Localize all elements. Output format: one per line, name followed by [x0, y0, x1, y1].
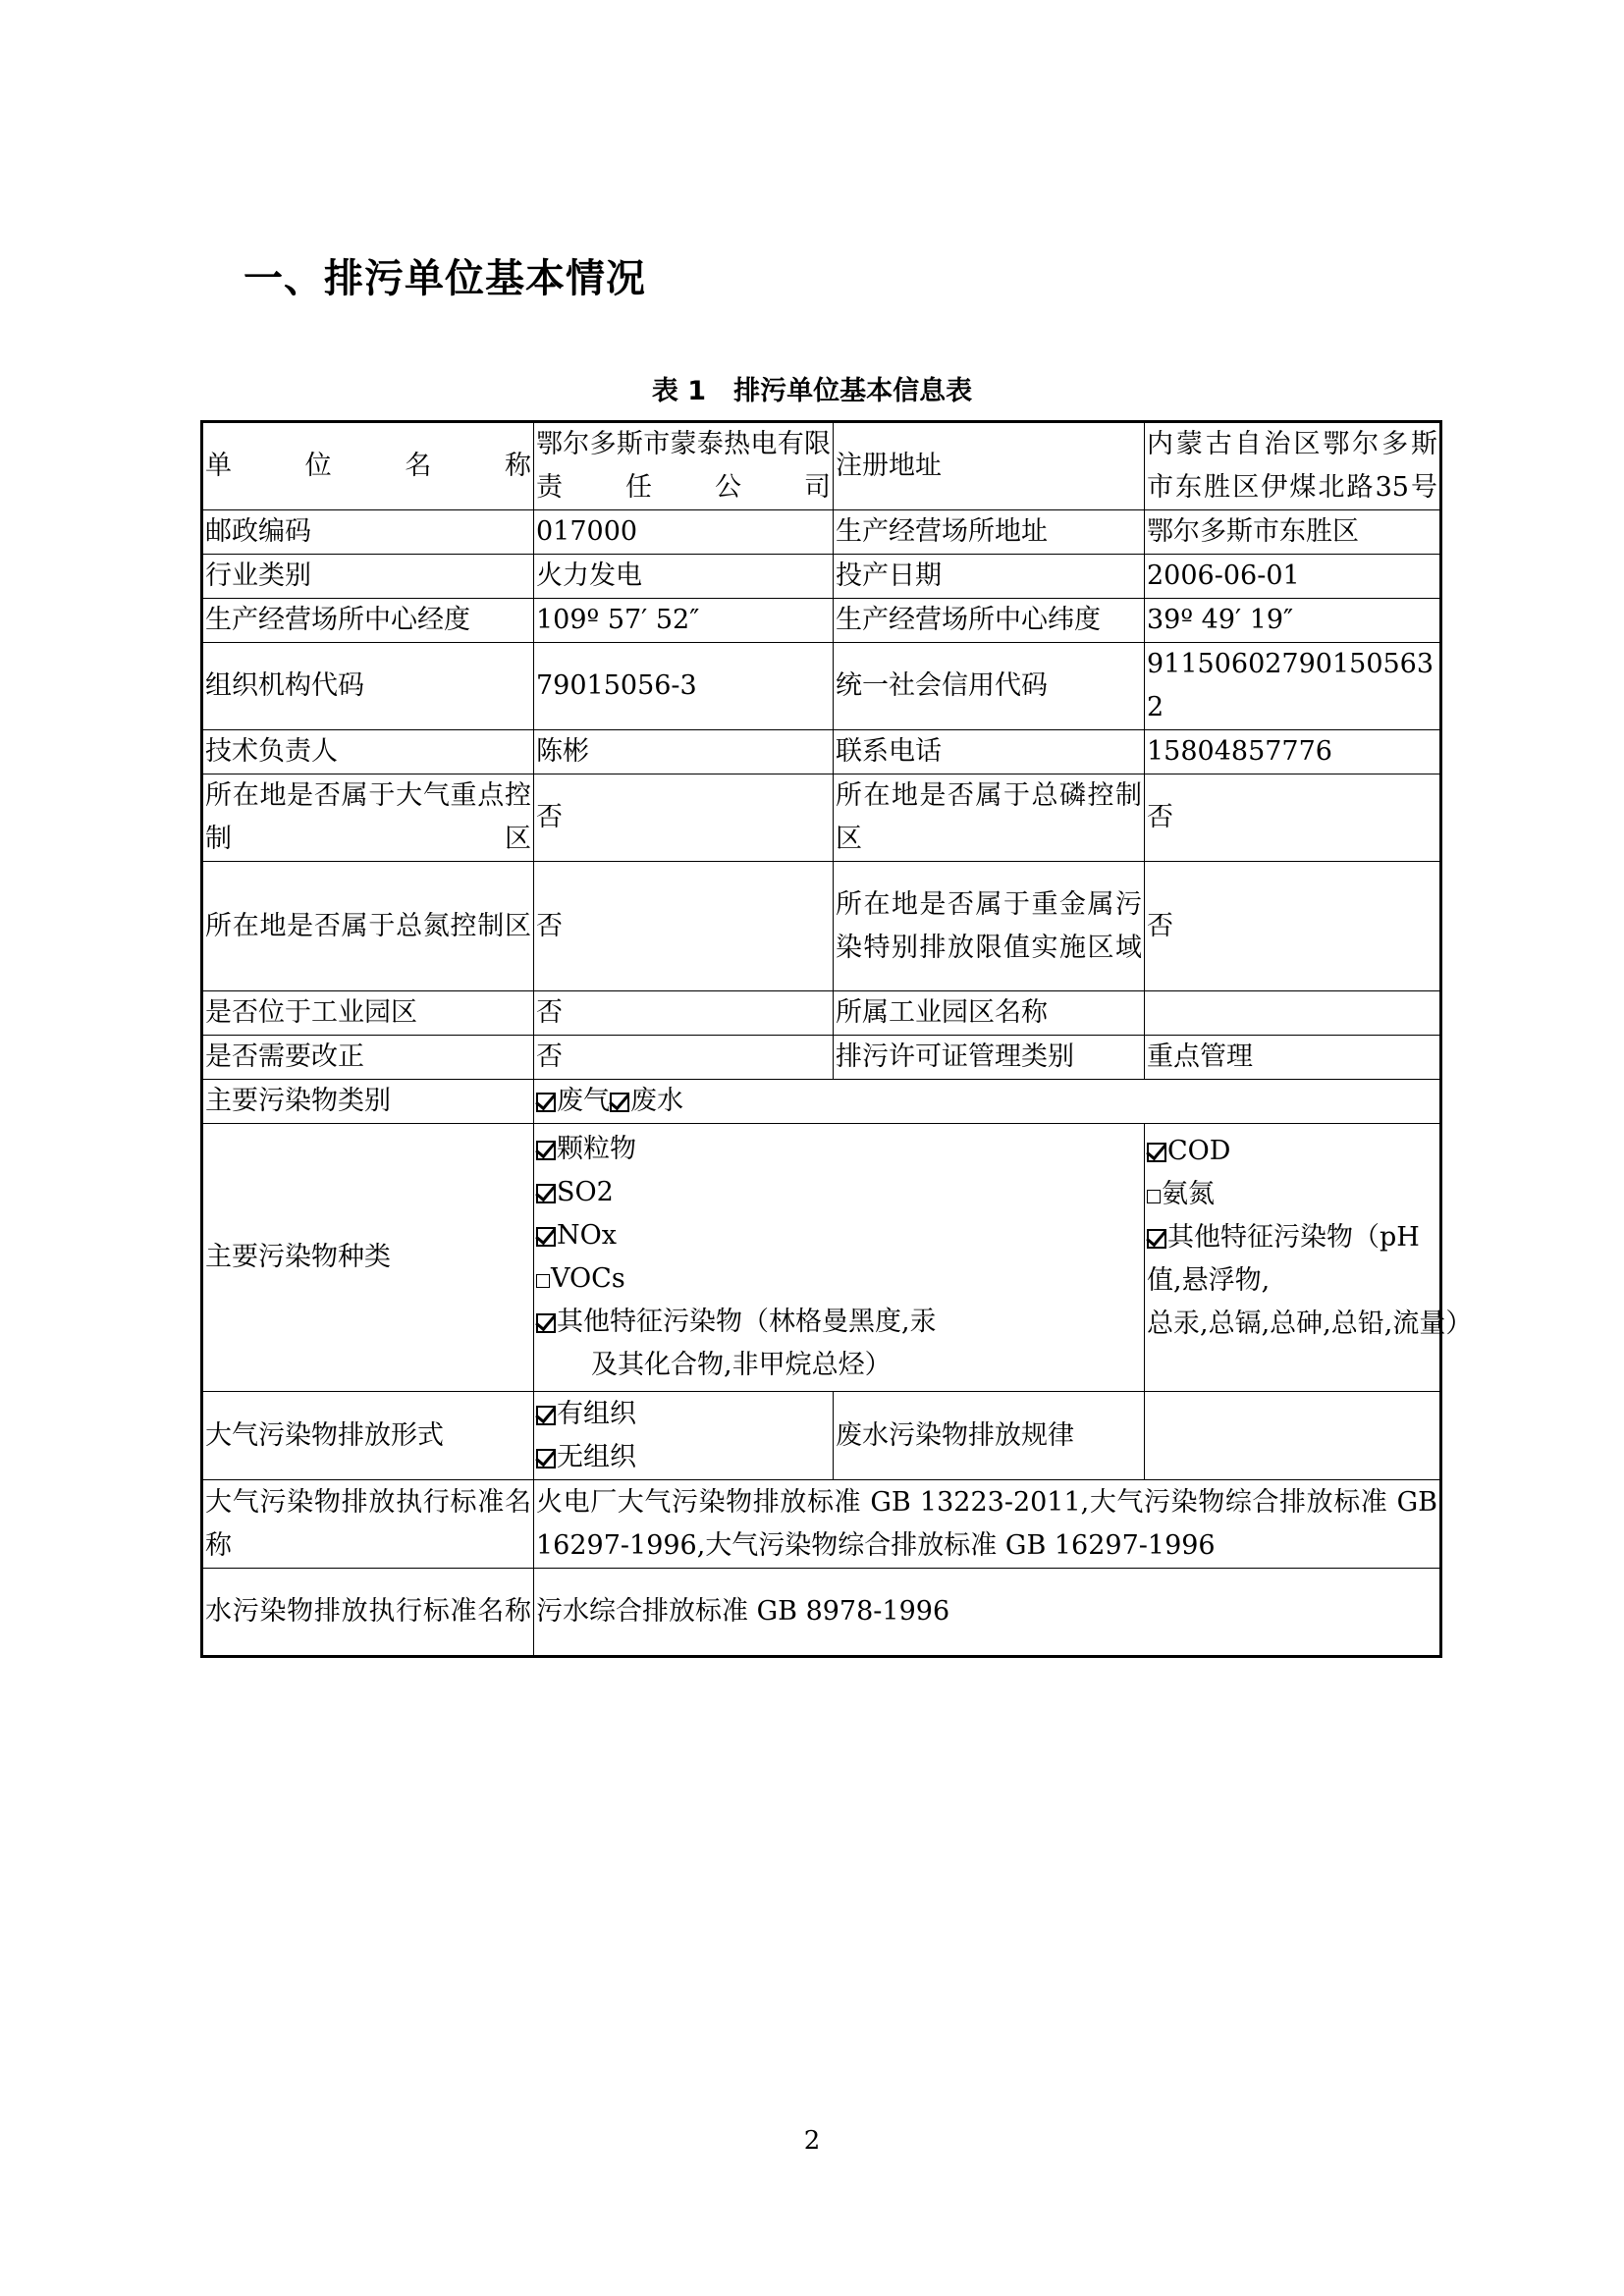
checkbox-unchecked-icon [536, 1274, 550, 1288]
air-emission-form-label: 大气污染物排放形式 [202, 1392, 534, 1480]
water-pollutant-text: COD [1167, 1136, 1231, 1166]
checkbox-checked-icon [610, 1093, 629, 1112]
water-pollutant-text: 氨氮 [1162, 1179, 1215, 1209]
start-date-value: 2006-06-01 [1145, 555, 1441, 599]
credit-code-value: 911506027901505632 [1145, 643, 1441, 730]
longitude-label: 生产经营场所中心经度 [202, 599, 534, 643]
site-address-value: 鄂尔多斯市东胜区 [1145, 510, 1441, 555]
water-emission-pattern-value [1145, 1392, 1441, 1480]
pollutant-category-item: 废水 [630, 1086, 683, 1116]
nitrogen-zone-value: 否 [534, 862, 834, 991]
tech-lead-value: 陈彬 [534, 730, 834, 774]
water-standard-label: 水污染物排放执行标准名称 [202, 1569, 534, 1657]
checkbox-checked-icon [536, 1449, 556, 1468]
table-row [202, 1569, 1441, 1657]
org-code-value: 79015056-3 [534, 643, 834, 730]
checkbox-checked-icon [536, 1227, 556, 1247]
air-pollutant-text: SO2 [557, 1177, 614, 1207]
table-row [202, 422, 1441, 510]
air-pollutant-item [536, 1128, 1142, 1171]
table-row [202, 1392, 1441, 1480]
table-row [202, 862, 1441, 991]
table-row [202, 599, 1441, 643]
need-rectify-value: 否 [534, 1036, 834, 1080]
checkbox-checked-icon [1147, 1143, 1166, 1162]
emission-form-item [536, 1436, 831, 1479]
nitrogen-zone-label: 所在地是否属于总氮控制区 [202, 862, 534, 991]
postcode-label: 邮政编码 [202, 510, 534, 555]
air-pollutant-item [536, 1171, 1142, 1214]
industrial-park-value: 否 [534, 991, 834, 1036]
water-standard-value: 污水综合排放标准 GB 8978-1996 [534, 1569, 1441, 1657]
reg-address-value: 内蒙古自治区鄂尔多斯市东胜区伊煤北路35号 [1145, 422, 1441, 510]
water-pollutant-item [1147, 1130, 1437, 1173]
section-heading: 一、排污单位基本情况 [244, 256, 646, 301]
table-row [202, 1036, 1441, 1080]
phosphorus-zone-label: 所在地是否属于总磷控制区 [834, 774, 1145, 862]
water-pollutant-continuation: 总汞,总镉,总砷,总铅,流量） [1147, 1308, 1473, 1339]
park-name-value [1145, 991, 1441, 1036]
checkbox-checked-icon [536, 1406, 556, 1425]
phone-value: 15804857776 [1145, 730, 1441, 774]
table-row [202, 774, 1441, 862]
checkbox-checked-icon [536, 1184, 556, 1203]
industrial-park-label: 是否位于工业园区 [202, 991, 534, 1036]
table-row [202, 1124, 1441, 1392]
latitude-label: 生产经营场所中心纬度 [834, 599, 1145, 643]
heavy-metal-zone-label: 所在地是否属于重金属污染特别排放限值实施区域 [834, 862, 1145, 991]
air-pollutant-text: VOCs [551, 1263, 625, 1294]
need-rectify-label: 是否需要改正 [202, 1036, 534, 1080]
air-standard-value: 火电厂大气污染物排放标准 GB 13223-2011,大气污染物综合排放标准 GB16297-1996,大气污染物综合排放标准 GB 16297-1996 [534, 1480, 1441, 1569]
emission-form-text: 有组织 [557, 1398, 636, 1429]
checkbox-checked-icon [1147, 1229, 1166, 1249]
air-pollutant-continuation: 及其化合物,非甲烷总烃） [591, 1350, 892, 1380]
emission-form-item [536, 1393, 831, 1436]
table-caption-label: 表 1 [651, 376, 707, 406]
permit-category-label: 排污许可证管理类别 [834, 1036, 1145, 1080]
unit-name-value: 鄂尔多斯市蒙泰热电有限责任公司 [534, 422, 834, 510]
phone-label: 联系电话 [834, 730, 1145, 774]
air-pollutant-item [536, 1257, 1142, 1301]
industry-label: 行业类别 [202, 555, 534, 599]
air-emission-form-value [534, 1392, 834, 1480]
checkbox-checked-icon [536, 1313, 556, 1333]
air-pollutant-text: NOx [557, 1220, 617, 1251]
table-row [202, 510, 1441, 555]
pollutant-category-value [534, 1080, 1441, 1124]
unit-name-label: 单位名称 [202, 422, 534, 510]
air-key-zone-label: 所在地是否属于大气重点控制区 [202, 774, 534, 862]
phosphorus-zone-value: 否 [1145, 774, 1441, 862]
park-name-label: 所属工业园区名称 [834, 991, 1145, 1036]
air-pollutant-list [534, 1124, 1145, 1392]
table-row [202, 643, 1441, 730]
water-pollutant-text: 其他特征污染物（pH 值,悬浮物, [1147, 1222, 1420, 1296]
pollutant-category-label: 主要污染物类别 [202, 1080, 534, 1124]
table-row [202, 730, 1441, 774]
air-pollutant-item [536, 1301, 1142, 1344]
industry-value: 火力发电 [534, 555, 834, 599]
tech-lead-label: 技术负责人 [202, 730, 534, 774]
reg-address-label: 注册地址 [834, 422, 1145, 510]
pollutant-types-label: 主要污染物种类 [202, 1124, 534, 1392]
checkbox-checked-icon [536, 1093, 556, 1112]
pollutant-category-item: 废气 [557, 1086, 610, 1116]
basic-info-table [200, 420, 1473, 1658]
air-pollutant-item [536, 1214, 1142, 1257]
page-number: 2 [803, 2126, 821, 2156]
water-emission-pattern-label: 废水污染物排放规律 [834, 1392, 1145, 1480]
latitude-value: 39º 49′ 19″ [1145, 599, 1441, 643]
start-date-label: 投产日期 [834, 555, 1145, 599]
air-key-zone-value: 否 [534, 774, 834, 862]
water-pollutant-item [1147, 1216, 1437, 1303]
table-caption [0, 369, 1624, 407]
water-pollutant-list [1145, 1124, 1473, 1392]
air-pollutant-text: 其他特征污染物（林格曼黑度,汞 [557, 1307, 937, 1337]
credit-code-label: 统一社会信用代码 [834, 643, 1145, 730]
heavy-metal-zone-value: 否 [1145, 862, 1441, 991]
table-caption-title: 排污单位基本信息表 [733, 376, 973, 406]
table-row [202, 1480, 1441, 1569]
table-row [202, 991, 1441, 1036]
table-row [202, 555, 1441, 599]
site-address-label: 生产经营场所地址 [834, 510, 1145, 555]
postcode-value: 017000 [534, 510, 834, 555]
water-pollutant-item [1147, 1173, 1437, 1216]
longitude-value: 109º 57′ 52″ [534, 599, 834, 643]
air-standard-label: 大气污染物排放执行标准名称 [202, 1480, 534, 1569]
table-row [202, 1080, 1441, 1124]
permit-category-value: 重点管理 [1145, 1036, 1441, 1080]
emission-form-text: 无组织 [557, 1441, 636, 1472]
air-pollutant-text: 颗粒物 [557, 1134, 636, 1164]
org-code-label: 组织机构代码 [202, 643, 534, 730]
checkbox-unchecked-icon [1147, 1190, 1161, 1203]
checkbox-checked-icon [536, 1141, 556, 1160]
